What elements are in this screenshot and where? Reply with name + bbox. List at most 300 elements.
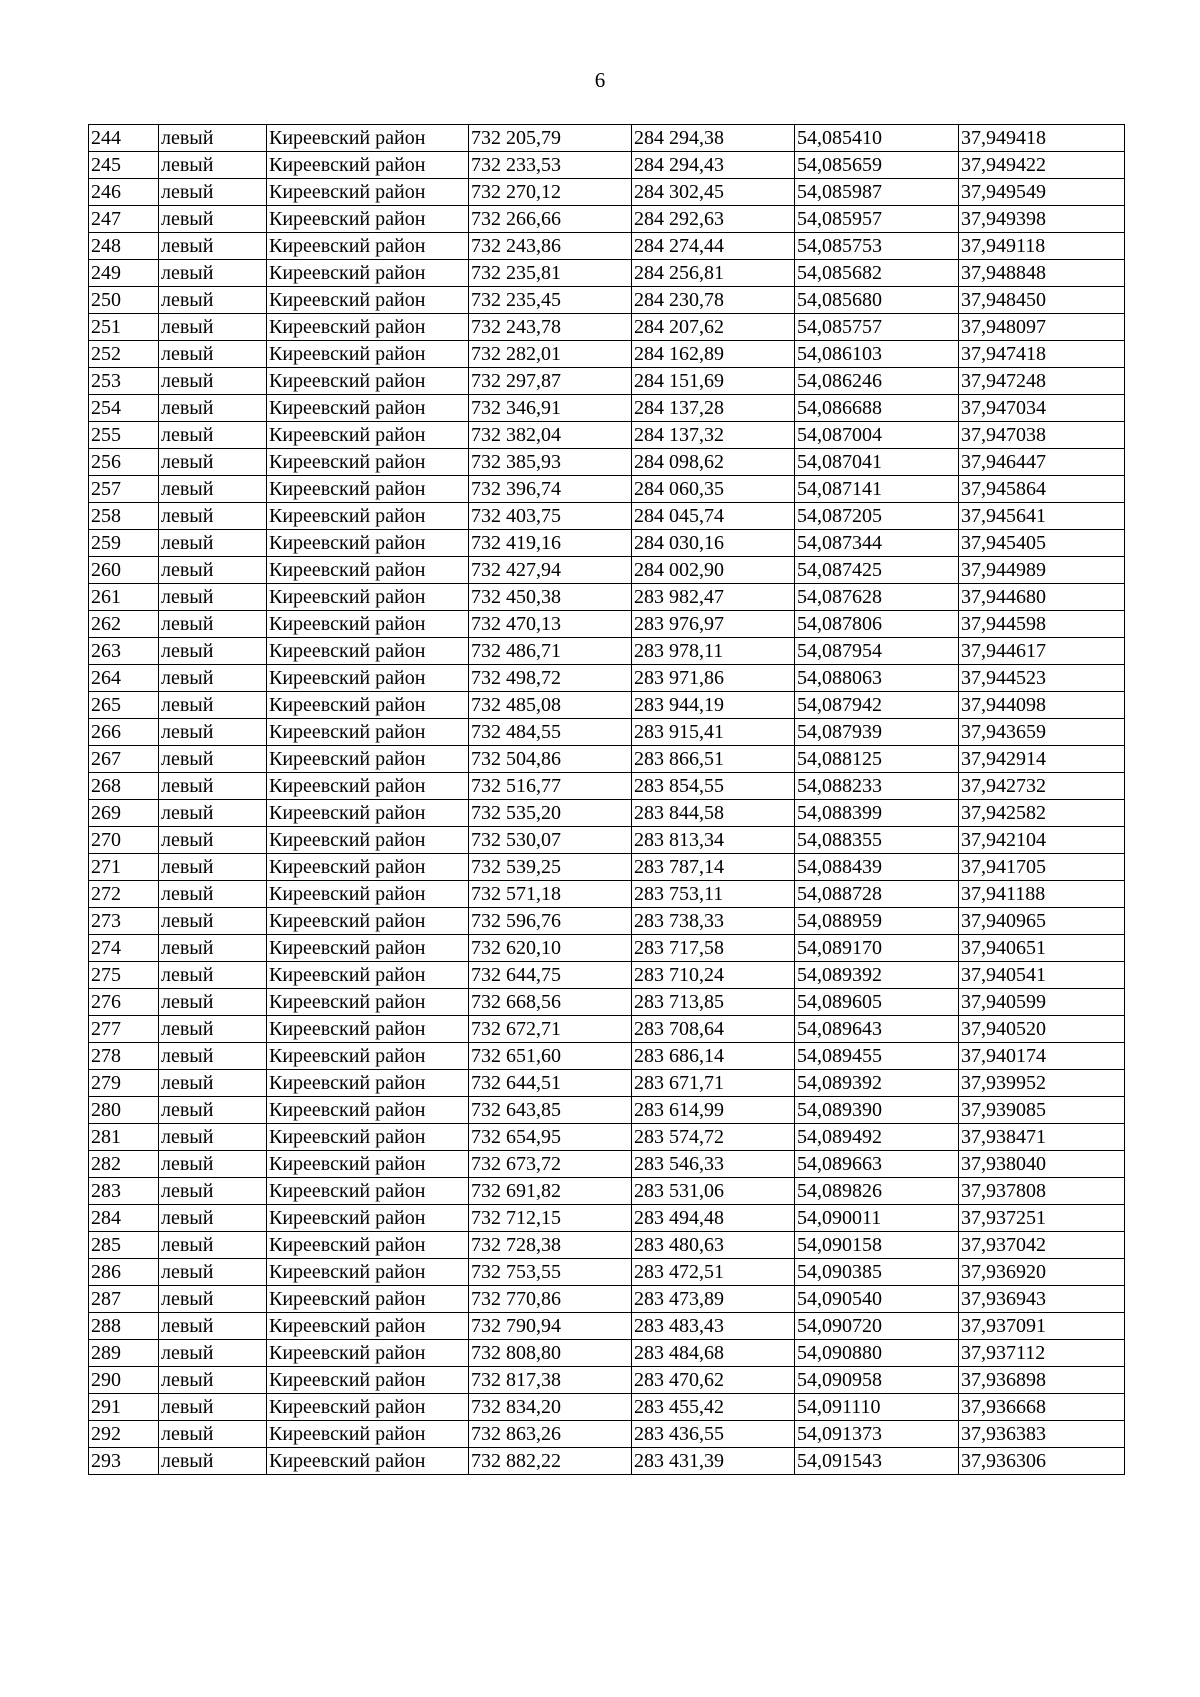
district-cell: Киреевский район — [267, 179, 469, 206]
longitude-cell: 37,938040 — [959, 1151, 1125, 1178]
x-coordinate-cell: 732 282,01 — [469, 341, 632, 368]
point-number-cell: 279 — [89, 1070, 159, 1097]
longitude-cell: 37,936383 — [959, 1421, 1125, 1448]
district-cell: Киреевский район — [267, 1151, 469, 1178]
table-row — [89, 692, 1125, 719]
y-coordinate-cell: 283 531,06 — [632, 1178, 795, 1205]
longitude-cell: 37,947034 — [959, 395, 1125, 422]
latitude-cell: 54,088355 — [795, 827, 959, 854]
point-number-cell: 256 — [89, 449, 159, 476]
side-cell: левый — [159, 638, 267, 665]
table-row — [89, 449, 1125, 476]
table-row — [89, 962, 1125, 989]
point-number-cell: 249 — [89, 260, 159, 287]
side-cell: левый — [159, 179, 267, 206]
y-coordinate-cell: 283 915,41 — [632, 719, 795, 746]
latitude-cell: 54,087141 — [795, 476, 959, 503]
latitude-cell: 54,089392 — [795, 962, 959, 989]
table-row — [89, 935, 1125, 962]
latitude-cell: 54,086103 — [795, 341, 959, 368]
y-coordinate-cell: 283 738,33 — [632, 908, 795, 935]
side-cell: левый — [159, 1286, 267, 1313]
side-cell: левый — [159, 1448, 267, 1475]
x-coordinate-cell: 732 470,13 — [469, 611, 632, 638]
point-number-cell: 285 — [89, 1232, 159, 1259]
y-coordinate-cell: 284 230,78 — [632, 287, 795, 314]
x-coordinate-cell: 732 516,77 — [469, 773, 632, 800]
point-number-cell: 266 — [89, 719, 159, 746]
latitude-cell: 54,085753 — [795, 233, 959, 260]
longitude-cell: 37,949398 — [959, 206, 1125, 233]
x-coordinate-cell: 732 346,91 — [469, 395, 632, 422]
x-coordinate-cell: 732 484,55 — [469, 719, 632, 746]
x-coordinate-cell: 732 571,18 — [469, 881, 632, 908]
side-cell: левый — [159, 1205, 267, 1232]
table-row — [89, 476, 1125, 503]
latitude-cell: 54,087344 — [795, 530, 959, 557]
table-row — [89, 1421, 1125, 1448]
y-coordinate-cell: 284 294,43 — [632, 152, 795, 179]
point-number-cell: 250 — [89, 287, 159, 314]
longitude-cell: 37,940651 — [959, 935, 1125, 962]
y-coordinate-cell: 284 060,35 — [632, 476, 795, 503]
y-coordinate-cell: 283 574,72 — [632, 1124, 795, 1151]
district-cell: Киреевский район — [267, 854, 469, 881]
x-coordinate-cell: 732 486,71 — [469, 638, 632, 665]
latitude-cell: 54,086688 — [795, 395, 959, 422]
y-coordinate-cell: 283 708,64 — [632, 1016, 795, 1043]
point-number-cell: 288 — [89, 1313, 159, 1340]
y-coordinate-cell: 283 844,58 — [632, 800, 795, 827]
point-number-cell: 275 — [89, 962, 159, 989]
district-cell: Киреевский район — [267, 935, 469, 962]
x-coordinate-cell: 732 530,07 — [469, 827, 632, 854]
district-cell: Киреевский район — [267, 233, 469, 260]
latitude-cell: 54,088399 — [795, 800, 959, 827]
point-number-cell: 262 — [89, 611, 159, 638]
point-number-cell: 273 — [89, 908, 159, 935]
x-coordinate-cell: 732 790,94 — [469, 1313, 632, 1340]
longitude-cell: 37,937808 — [959, 1178, 1125, 1205]
table-row — [89, 1367, 1125, 1394]
side-cell: левый — [159, 665, 267, 692]
district-cell: Киреевский район — [267, 395, 469, 422]
x-coordinate-cell: 732 643,85 — [469, 1097, 632, 1124]
point-number-cell: 244 — [89, 125, 159, 152]
longitude-cell: 37,949418 — [959, 125, 1125, 152]
side-cell: левый — [159, 449, 267, 476]
latitude-cell: 54,087425 — [795, 557, 959, 584]
longitude-cell: 37,944523 — [959, 665, 1125, 692]
longitude-cell: 37,936898 — [959, 1367, 1125, 1394]
longitude-cell: 37,949422 — [959, 152, 1125, 179]
longitude-cell: 37,947038 — [959, 422, 1125, 449]
x-coordinate-cell: 732 243,86 — [469, 233, 632, 260]
district-cell: Киреевский район — [267, 530, 469, 557]
side-cell: левый — [159, 557, 267, 584]
point-number-cell: 252 — [89, 341, 159, 368]
x-coordinate-cell: 732 596,76 — [469, 908, 632, 935]
latitude-cell: 54,090011 — [795, 1205, 959, 1232]
district-cell: Киреевский район — [267, 368, 469, 395]
longitude-cell: 37,939085 — [959, 1097, 1125, 1124]
latitude-cell: 54,087954 — [795, 638, 959, 665]
side-cell: левый — [159, 962, 267, 989]
district-cell: Киреевский район — [267, 206, 469, 233]
y-coordinate-cell: 284 045,74 — [632, 503, 795, 530]
table-row — [89, 395, 1125, 422]
latitude-cell: 54,088063 — [795, 665, 959, 692]
longitude-cell: 37,937251 — [959, 1205, 1125, 1232]
table-row — [89, 1070, 1125, 1097]
point-number-cell: 248 — [89, 233, 159, 260]
table-row — [89, 1151, 1125, 1178]
district-cell: Киреевский район — [267, 1421, 469, 1448]
side-cell: левый — [159, 341, 267, 368]
point-number-cell: 268 — [89, 773, 159, 800]
point-number-cell: 264 — [89, 665, 159, 692]
side-cell: левый — [159, 1070, 267, 1097]
table-row — [89, 503, 1125, 530]
table-row — [89, 1124, 1125, 1151]
x-coordinate-cell: 732 205,79 — [469, 125, 632, 152]
district-cell: Киреевский район — [267, 962, 469, 989]
point-number-cell: 267 — [89, 746, 159, 773]
district-cell: Киреевский район — [267, 827, 469, 854]
point-number-cell: 253 — [89, 368, 159, 395]
x-coordinate-cell: 732 498,72 — [469, 665, 632, 692]
district-cell: Киреевский район — [267, 584, 469, 611]
side-cell: левый — [159, 422, 267, 449]
table-row — [89, 1448, 1125, 1475]
side-cell: левый — [159, 1394, 267, 1421]
x-coordinate-cell: 732 539,25 — [469, 854, 632, 881]
district-cell: Киреевский район — [267, 1016, 469, 1043]
district-cell: Киреевский район — [267, 1340, 469, 1367]
y-coordinate-cell: 283 431,39 — [632, 1448, 795, 1475]
table-row — [89, 422, 1125, 449]
longitude-cell: 37,942732 — [959, 773, 1125, 800]
y-coordinate-cell: 283 473,89 — [632, 1286, 795, 1313]
district-cell: Киреевский район — [267, 503, 469, 530]
table-row — [89, 827, 1125, 854]
latitude-cell: 54,088728 — [795, 881, 959, 908]
point-number-cell: 292 — [89, 1421, 159, 1448]
longitude-cell: 37,944989 — [959, 557, 1125, 584]
y-coordinate-cell: 283 753,11 — [632, 881, 795, 908]
point-number-cell: 290 — [89, 1367, 159, 1394]
table-row — [89, 1232, 1125, 1259]
district-cell: Киреевский район — [267, 1070, 469, 1097]
latitude-cell: 54,090158 — [795, 1232, 959, 1259]
longitude-cell: 37,948097 — [959, 314, 1125, 341]
table-row — [89, 557, 1125, 584]
y-coordinate-cell: 283 686,14 — [632, 1043, 795, 1070]
x-coordinate-cell: 732 297,87 — [469, 368, 632, 395]
longitude-cell: 37,948450 — [959, 287, 1125, 314]
district-cell: Киреевский район — [267, 665, 469, 692]
table-row — [89, 287, 1125, 314]
district-cell: Киреевский район — [267, 422, 469, 449]
district-cell: Киреевский район — [267, 989, 469, 1016]
district-cell: Киреевский район — [267, 719, 469, 746]
table-row — [89, 800, 1125, 827]
y-coordinate-cell: 284 137,32 — [632, 422, 795, 449]
district-cell: Киреевский район — [267, 1394, 469, 1421]
table-row — [89, 1313, 1125, 1340]
district-cell: Киреевский район — [267, 1097, 469, 1124]
table-body — [89, 125, 1125, 1475]
table-row — [89, 1286, 1125, 1313]
longitude-cell: 37,944598 — [959, 611, 1125, 638]
y-coordinate-cell: 283 717,58 — [632, 935, 795, 962]
coordinates-table — [88, 124, 1125, 1475]
longitude-cell: 37,944098 — [959, 692, 1125, 719]
y-coordinate-cell: 283 671,71 — [632, 1070, 795, 1097]
table-row — [89, 1259, 1125, 1286]
point-number-cell: 272 — [89, 881, 159, 908]
point-number-cell: 265 — [89, 692, 159, 719]
side-cell: левый — [159, 1232, 267, 1259]
side-cell: левый — [159, 314, 267, 341]
y-coordinate-cell: 283 483,43 — [632, 1313, 795, 1340]
district-cell: Киреевский район — [267, 638, 469, 665]
latitude-cell: 54,089663 — [795, 1151, 959, 1178]
point-number-cell: 270 — [89, 827, 159, 854]
x-coordinate-cell: 732 863,26 — [469, 1421, 632, 1448]
latitude-cell: 54,089390 — [795, 1097, 959, 1124]
side-cell: левый — [159, 152, 267, 179]
y-coordinate-cell: 284 162,89 — [632, 341, 795, 368]
longitude-cell: 37,944617 — [959, 638, 1125, 665]
y-coordinate-cell: 283 472,51 — [632, 1259, 795, 1286]
district-cell: Киреевский район — [267, 692, 469, 719]
longitude-cell: 37,945864 — [959, 476, 1125, 503]
latitude-cell: 54,085680 — [795, 287, 959, 314]
x-coordinate-cell: 732 382,04 — [469, 422, 632, 449]
x-coordinate-cell: 732 385,93 — [469, 449, 632, 476]
longitude-cell: 37,937091 — [959, 1313, 1125, 1340]
longitude-cell: 37,941705 — [959, 854, 1125, 881]
table-row — [89, 908, 1125, 935]
latitude-cell: 54,088233 — [795, 773, 959, 800]
district-cell: Киреевский район — [267, 1232, 469, 1259]
point-number-cell: 280 — [89, 1097, 159, 1124]
side-cell: левый — [159, 773, 267, 800]
x-coordinate-cell: 732 485,08 — [469, 692, 632, 719]
longitude-cell: 37,941188 — [959, 881, 1125, 908]
x-coordinate-cell: 732 882,22 — [469, 1448, 632, 1475]
district-cell: Киреевский район — [267, 260, 469, 287]
longitude-cell: 37,936943 — [959, 1286, 1125, 1313]
district-cell: Киреевский район — [267, 1448, 469, 1475]
x-coordinate-cell: 732 644,75 — [469, 962, 632, 989]
table-row — [89, 719, 1125, 746]
district-cell: Киреевский район — [267, 1259, 469, 1286]
longitude-cell: 37,940599 — [959, 989, 1125, 1016]
point-number-cell: 255 — [89, 422, 159, 449]
y-coordinate-cell: 283 494,48 — [632, 1205, 795, 1232]
latitude-cell: 54,085957 — [795, 206, 959, 233]
table-row — [89, 152, 1125, 179]
district-cell: Киреевский район — [267, 1313, 469, 1340]
district-cell: Киреевский район — [267, 746, 469, 773]
side-cell: левый — [159, 1421, 267, 1448]
district-cell: Киреевский район — [267, 1124, 469, 1151]
y-coordinate-cell: 283 813,34 — [632, 827, 795, 854]
side-cell: левый — [159, 287, 267, 314]
latitude-cell: 54,091110 — [795, 1394, 959, 1421]
side-cell: левый — [159, 1124, 267, 1151]
side-cell: левый — [159, 476, 267, 503]
x-coordinate-cell: 732 834,20 — [469, 1394, 632, 1421]
table-row — [89, 125, 1125, 152]
side-cell: левый — [159, 1097, 267, 1124]
latitude-cell: 54,089643 — [795, 1016, 959, 1043]
point-number-cell: 245 — [89, 152, 159, 179]
latitude-cell: 54,090385 — [795, 1259, 959, 1286]
side-cell: левый — [159, 989, 267, 1016]
side-cell: левый — [159, 368, 267, 395]
y-coordinate-cell: 284 151,69 — [632, 368, 795, 395]
x-coordinate-cell: 732 535,20 — [469, 800, 632, 827]
table-row — [89, 1178, 1125, 1205]
longitude-cell: 37,938471 — [959, 1124, 1125, 1151]
point-number-cell: 259 — [89, 530, 159, 557]
x-coordinate-cell: 732 235,45 — [469, 287, 632, 314]
side-cell: левый — [159, 1259, 267, 1286]
longitude-cell: 37,936306 — [959, 1448, 1125, 1475]
point-number-cell: 284 — [89, 1205, 159, 1232]
x-coordinate-cell: 732 396,74 — [469, 476, 632, 503]
side-cell: левый — [159, 1151, 267, 1178]
side-cell: левый — [159, 1313, 267, 1340]
y-coordinate-cell: 284 302,45 — [632, 179, 795, 206]
side-cell: левый — [159, 260, 267, 287]
table-row — [89, 341, 1125, 368]
latitude-cell: 54,088439 — [795, 854, 959, 881]
y-coordinate-cell: 283 614,99 — [632, 1097, 795, 1124]
latitude-cell: 54,088959 — [795, 908, 959, 935]
side-cell: левый — [159, 530, 267, 557]
table-row — [89, 1394, 1125, 1421]
y-coordinate-cell: 283 982,47 — [632, 584, 795, 611]
table-row — [89, 206, 1125, 233]
y-coordinate-cell: 283 978,11 — [632, 638, 795, 665]
page-number: 6 — [594, 68, 606, 92]
latitude-cell: 54,085410 — [795, 125, 959, 152]
point-number-cell: 246 — [89, 179, 159, 206]
y-coordinate-cell: 283 971,86 — [632, 665, 795, 692]
table-row — [89, 611, 1125, 638]
y-coordinate-cell: 283 455,42 — [632, 1394, 795, 1421]
x-coordinate-cell: 732 712,15 — [469, 1205, 632, 1232]
side-cell: левый — [159, 935, 267, 962]
table-row — [89, 179, 1125, 206]
x-coordinate-cell: 732 235,81 — [469, 260, 632, 287]
longitude-cell: 37,937112 — [959, 1340, 1125, 1367]
latitude-cell: 54,089492 — [795, 1124, 959, 1151]
longitude-cell: 37,944680 — [959, 584, 1125, 611]
x-coordinate-cell: 732 403,75 — [469, 503, 632, 530]
point-number-cell: 271 — [89, 854, 159, 881]
longitude-cell: 37,948848 — [959, 260, 1125, 287]
latitude-cell: 54,087004 — [795, 422, 959, 449]
y-coordinate-cell: 283 854,55 — [632, 773, 795, 800]
longitude-cell: 37,949118 — [959, 233, 1125, 260]
longitude-cell: 37,942582 — [959, 800, 1125, 827]
point-number-cell: 258 — [89, 503, 159, 530]
longitude-cell: 37,937042 — [959, 1232, 1125, 1259]
x-coordinate-cell: 732 419,16 — [469, 530, 632, 557]
y-coordinate-cell: 283 787,14 — [632, 854, 795, 881]
point-number-cell: 287 — [89, 1286, 159, 1313]
latitude-cell: 54,087628 — [795, 584, 959, 611]
y-coordinate-cell: 283 866,51 — [632, 746, 795, 773]
longitude-cell: 37,947248 — [959, 368, 1125, 395]
table-row — [89, 368, 1125, 395]
longitude-cell: 37,936920 — [959, 1259, 1125, 1286]
table-row — [89, 1205, 1125, 1232]
latitude-cell: 54,087205 — [795, 503, 959, 530]
longitude-cell: 37,940174 — [959, 1043, 1125, 1070]
point-number-cell: 278 — [89, 1043, 159, 1070]
y-coordinate-cell: 283 470,62 — [632, 1367, 795, 1394]
x-coordinate-cell: 732 668,56 — [469, 989, 632, 1016]
point-number-cell: 282 — [89, 1151, 159, 1178]
longitude-cell: 37,945405 — [959, 530, 1125, 557]
side-cell: левый — [159, 1367, 267, 1394]
y-coordinate-cell: 284 207,62 — [632, 314, 795, 341]
x-coordinate-cell: 732 654,95 — [469, 1124, 632, 1151]
district-cell: Киреевский район — [267, 1286, 469, 1313]
district-cell: Киреевский район — [267, 314, 469, 341]
latitude-cell: 54,087939 — [795, 719, 959, 746]
longitude-cell: 37,942914 — [959, 746, 1125, 773]
side-cell: левый — [159, 719, 267, 746]
y-coordinate-cell: 284 137,28 — [632, 395, 795, 422]
district-cell: Киреевский район — [267, 611, 469, 638]
side-cell: левый — [159, 503, 267, 530]
longitude-cell: 37,946447 — [959, 449, 1125, 476]
x-coordinate-cell: 732 427,94 — [469, 557, 632, 584]
point-number-cell: 276 — [89, 989, 159, 1016]
latitude-cell: 54,087942 — [795, 692, 959, 719]
side-cell: левый — [159, 854, 267, 881]
table-row — [89, 638, 1125, 665]
x-coordinate-cell: 732 233,53 — [469, 152, 632, 179]
x-coordinate-cell: 732 270,12 — [469, 179, 632, 206]
longitude-cell: 37,947418 — [959, 341, 1125, 368]
latitude-cell: 54,089826 — [795, 1178, 959, 1205]
y-coordinate-cell: 283 480,63 — [632, 1232, 795, 1259]
side-cell: левый — [159, 881, 267, 908]
longitude-cell: 37,945641 — [959, 503, 1125, 530]
district-cell: Киреевский район — [267, 800, 469, 827]
point-number-cell: 293 — [89, 1448, 159, 1475]
x-coordinate-cell: 732 753,55 — [469, 1259, 632, 1286]
latitude-cell: 54,086246 — [795, 368, 959, 395]
x-coordinate-cell: 732 644,51 — [469, 1070, 632, 1097]
side-cell: левый — [159, 746, 267, 773]
table-row — [89, 584, 1125, 611]
district-cell: Киреевский район — [267, 152, 469, 179]
table-row — [89, 665, 1125, 692]
point-number-cell: 263 — [89, 638, 159, 665]
district-cell: Киреевский район — [267, 557, 469, 584]
district-cell: Киреевский район — [267, 881, 469, 908]
y-coordinate-cell: 284 002,90 — [632, 557, 795, 584]
